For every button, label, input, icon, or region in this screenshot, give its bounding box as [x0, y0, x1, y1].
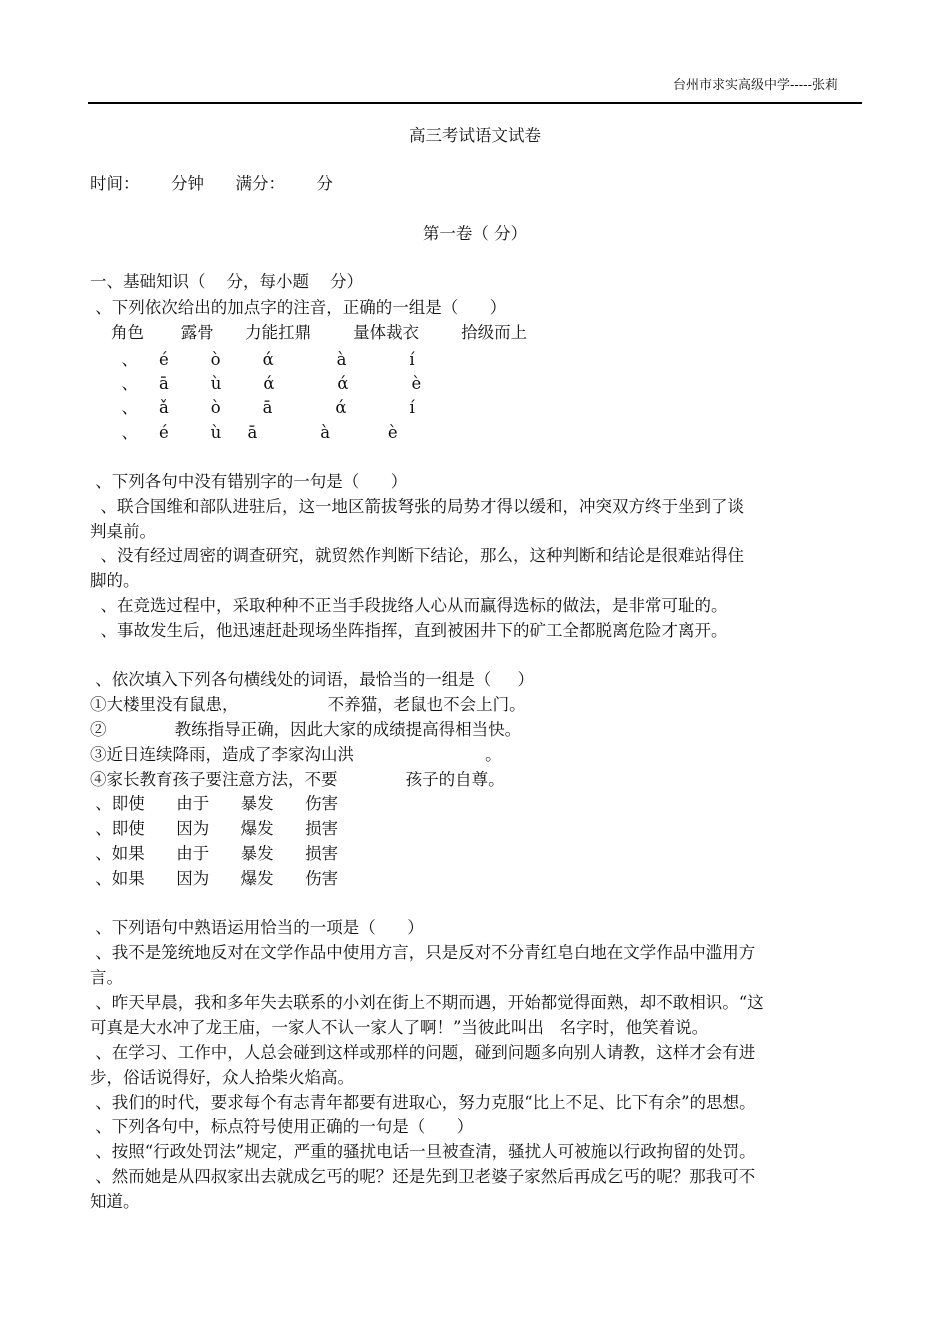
question-3-sentence: ② 教练指导正确，因此大家的成绩提高得相当快。: [90, 720, 522, 739]
question-2-option: 、在竞选过程中，采取种种不正当手段拢络人心从而赢得选标的做法，是非常可耻的。: [90, 596, 728, 615]
question-3-option: 、如果 由于 暴发 损害: [90, 844, 339, 863]
question-1-option: 、 é ò ά à í: [90, 350, 415, 369]
volume-title: 第一卷（ 分）: [422, 224, 528, 243]
section-heading: 一、基础知识（ 分，每小题 分）: [90, 272, 363, 291]
exam-title: 高三考试语文试卷: [409, 126, 541, 145]
question-4-option: 、我不是笼统地反对在文学作品中使用方言，只是反对不分青红皂白地在文学作品中滥用方: [90, 943, 756, 962]
question-1-option: 、 ǎ ò ā ά í: [90, 398, 415, 417]
question-3-stem: 、依次填入下列各句横线处的词语，最恰当的一组是（ ）: [90, 670, 534, 689]
question-2-stem: 、下列各句中没有错别字的一句是（ ）: [90, 472, 408, 491]
header-divider: [88, 102, 862, 104]
question-5-option: 、然而她是从四叔家出去就成乞丐的呢？还是先到卫老婆子家然后再成乞丐的呢？那我可不: [90, 1167, 756, 1186]
question-2-option: 脚的。: [90, 571, 140, 590]
question-2-option: 、事故发生后，他迅速赶赴现场坐阵指挥，直到被困井下的矿工全都脱离危险才离开。: [90, 621, 728, 640]
question-4-stem: 、下列语句中熟语运用恰当的一项是（ ）: [90, 918, 424, 937]
question-4-option: 步，俗话说得好，众人拾柴火焰高。: [90, 1068, 354, 1087]
question-2-option: 判桌前。: [90, 522, 156, 541]
school-header: 台州市求实高级中学-----张莉: [673, 78, 838, 93]
question-5-stem: 、下列各句中，标点符号使用正确的一句是（ ）: [90, 1117, 474, 1136]
question-2-option: 、联合国维和部队进驻后，这一地区箭拔弩张的局势才得以缓和，冲突双方终于坐到了谈: [90, 497, 744, 516]
question-1-option: 、 ā ù ά ά è: [90, 374, 422, 393]
question-4-option: 、在学习、工作中，人总会碰到这样或那样的问题，碰到问题多向别人请教，这样才会有进: [90, 1043, 756, 1062]
question-3-option: 、即使 因为 爆发 损害: [90, 819, 339, 838]
question-5-option: 、按照“行政处罚法”规定，严重的骚扰电话一旦被查清，骚扰人可被施以行政拘留的处罚。: [90, 1142, 756, 1161]
question-3-sentence: ④家长教育孩子要注意方法，不要 孩子的自尊。: [90, 770, 505, 789]
question-1-stem: 、下列依次给出的加点字的注音，正确的一组是（ ）: [90, 298, 507, 317]
question-3-option: 、如果 因为 爆发 伤害: [90, 869, 339, 888]
question-3-sentence: ①大楼里没有鼠患， 不养猫，老鼠也不会上门。: [90, 695, 526, 714]
question-1-option: 、 é ù ā à è: [90, 423, 398, 442]
time-score-line: 时间： 分钟 满分： 分: [90, 174, 333, 193]
question-5-option: 知道。: [90, 1192, 140, 1211]
question-4-option: 、我们的时代，要求每个有志青年都要有进取心，努力克服“比上不足、比下有余”的思想。: [90, 1093, 756, 1112]
question-1-words: 角色 露骨 力能扛鼎 量体裁衣 拾级而上: [90, 323, 528, 342]
question-3-option: 、即使 由于 暴发 伤害: [90, 794, 339, 813]
question-3-sentence: ③近日连续降雨，造成了李家沟山洪 。: [90, 745, 502, 764]
question-2-option: 、没有经过周密的调查研究，就贸然作判断下结论，那么，这种判断和结论是很难站得住: [90, 546, 744, 565]
question-4-option: 可真是大水冲了龙王庙，一家人不认一家人了啊！”当彼此叫出 名字时，他笑着说。: [90, 1018, 709, 1037]
question-4-option: 言。: [90, 968, 123, 987]
question-4-option: 、昨天早晨，我和多年失去联系的小刘在街上不期而遇，开始都觉得面熟，却不敢相识。“这: [90, 993, 764, 1012]
